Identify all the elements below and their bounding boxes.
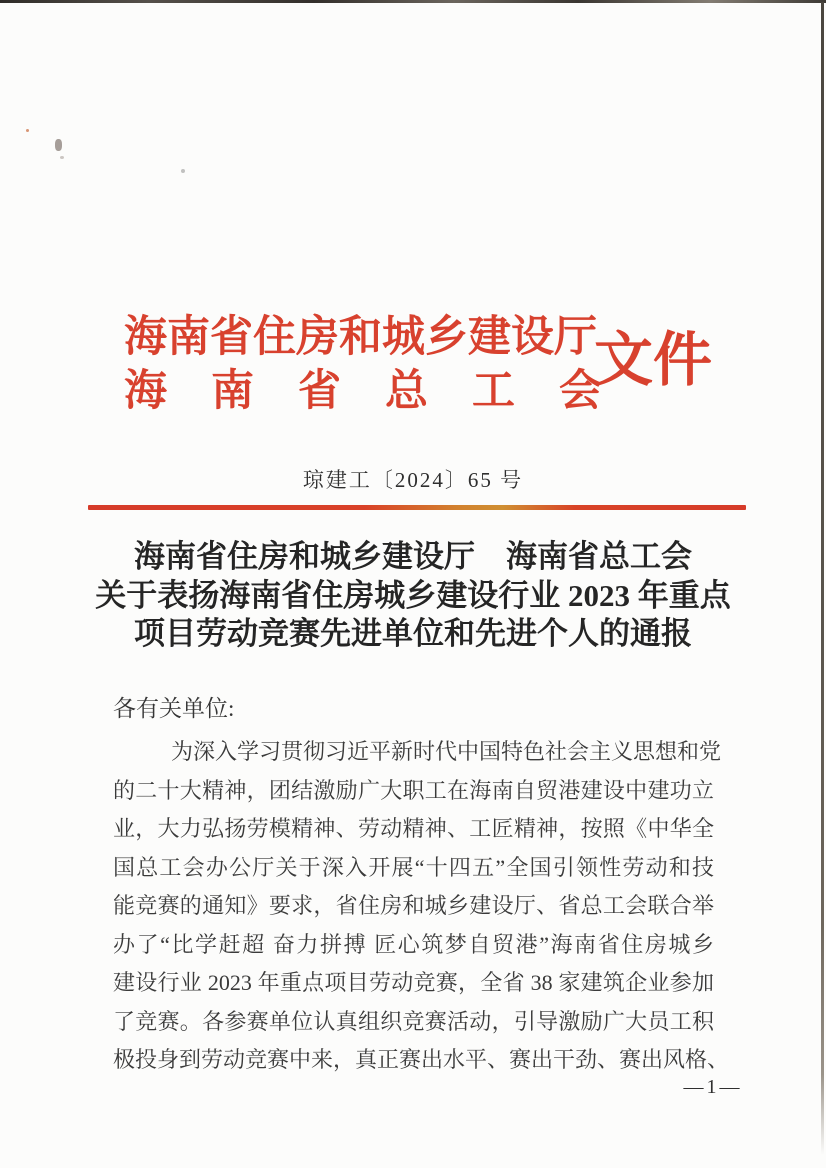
agency-name-line2: 海 南 省 总 工 会 <box>124 368 602 416</box>
red-divider-line <box>88 505 746 510</box>
document-number: 琼建工〔2024〕65 号 <box>302 468 524 492</box>
body-line: 能竞赛的通知》要求，省住房和城乡建设厅、省总工会联合举 <box>113 893 714 918</box>
agency-name-line1: 海南省住房和城乡建设厅 <box>124 314 597 361</box>
scan-speck <box>181 169 185 173</box>
scan-speck <box>26 129 29 132</box>
title-line-2: 关于表扬海南省住房城乡建设行业 2023 年重点 <box>95 577 731 613</box>
body-line: 极投身到劳动竞赛中来，真正赛出水平、赛出干劲、赛出风格、 <box>113 1047 730 1072</box>
body-line: 业，大力弘扬劳模精神、劳动精神、工匠精神，按照《中华全 <box>113 816 714 841</box>
body-line: 国总工会办公厅关于深入开展“十四五”全国引领性劳动和技 <box>113 854 714 880</box>
body-line: 的二十大精神，团结激励广大职工在海南自贸港建设中建功立 <box>113 777 714 803</box>
page-number: —1— <box>683 1076 743 1098</box>
body-paragraph <box>113 733 730 1080</box>
body-line: 办了“比学赶超 奋力拼搏 匠心筑梦自贸港”海南省住房城乡 <box>113 931 714 957</box>
scan-edge-right <box>821 2 824 1155</box>
body-line: 建设行业 2023 年重点项目劳动竞赛，全省 38 家建筑企业参加 <box>113 970 714 995</box>
body-line: 为深入学习贯彻习近平新时代中国特色社会主义思想和党 <box>171 739 722 764</box>
salutation: 各有关单位: <box>113 696 235 721</box>
title-line-1: 海南省住房和城乡建设厅 海南省总工会 <box>134 539 692 574</box>
document-title <box>60 538 766 654</box>
issuing-agencies <box>124 314 602 416</box>
scan-speck <box>60 156 64 159</box>
document-type-label: 文件 <box>594 327 713 393</box>
scan-edge-top <box>0 0 826 3</box>
scan-speck <box>55 139 62 151</box>
title-line-3: 项目劳动竞赛先进单位和先进个人的通报 <box>134 616 692 651</box>
body-line: 了竞赛。各参赛单位认真组织竞赛活动，引导激励广大员工积 <box>113 1008 714 1034</box>
